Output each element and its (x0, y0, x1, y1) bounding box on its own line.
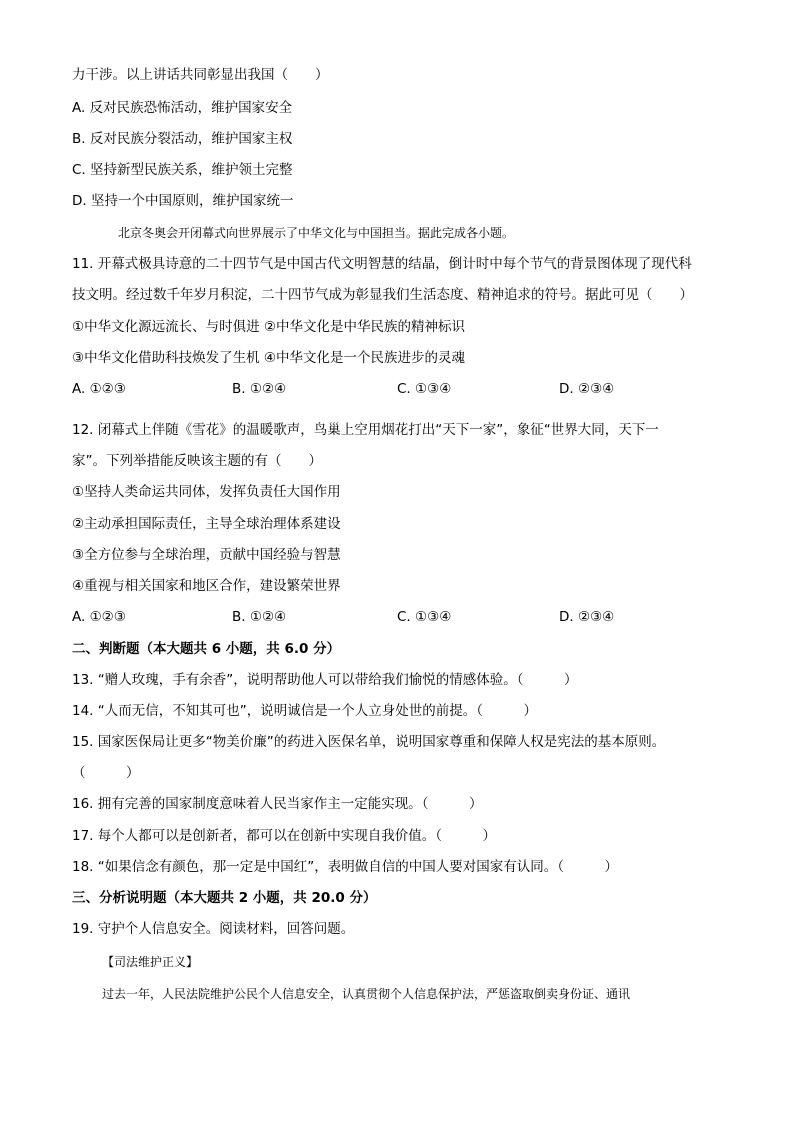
q12-statement-3: ③全方位参与全球治理，贡献中国经验与智慧 (72, 547, 341, 563)
q11-stem-2: 技文明。经过数千年岁月积淀，二十四节气成为彰显我们生活态度、精神追求的符号。据此可见（ ） (72, 287, 693, 303)
q11-option-d: D. ②③④ (559, 381, 615, 397)
q11-option-b: B. ①②④ (232, 381, 287, 397)
material-text: 过去一年，人民法院维护公民个人信息安全，认真贯彻个人信息保护法，严惩盗取倒卖身份证、通讯 (102, 987, 631, 1001)
q12-statement-1: ①坚持人类命运共同体，发挥负责任大国作用 (72, 484, 341, 500)
q10-option-b: B. 反对民族分裂活动，维护国家主权 (72, 131, 293, 147)
q11-statement-1: ①中华文化源远流长、与时俱进 ②中华文化是中华民族的精神标识 (72, 319, 465, 335)
q19-stem: 19. 守护个人信息安全。阅读材料，回答问题。 (72, 921, 355, 937)
q12-stem-2: 家”。下列举措能反映该主题的有（ ） (72, 453, 322, 469)
q12-statement-4: ④重视与相关国家和地区合作，建设繁荣世界 (72, 578, 341, 594)
q12-statement-2: ②主动承担国际责任，主导全球治理体系建设 (72, 516, 341, 532)
material-intro: 北京冬奥会开闭幕式向世界展示了中华文化与中国担当。据此完成各小题。 (118, 226, 515, 240)
q10-option-d: D. 坚持一个中国原则，维护国家统一 (72, 193, 294, 209)
q17: 17. 每个人都可以是创新者，都可以在创新中实现自我价值。（ ） (72, 828, 497, 844)
q11-option-a: A. ①②③ (72, 381, 126, 397)
q16: 16. 拥有完善的国家制度意味着人民当家作主一定能实现。（ ） (72, 796, 483, 812)
q10-option-c: C. 坚持新型民族关系，维护领土完整 (72, 162, 293, 178)
q15-answer-bracket: （ ） (72, 765, 140, 781)
section-3-heading: 三、分析说明题（本大题共 2 小题，共 20.0 分） (72, 890, 377, 906)
q10-stem-end: 力干涉。以上讲话共同彰显出我国（ ） (72, 67, 329, 83)
section-2-heading: 二、判断题（本大题共 6 小题，共 6.0 分） (72, 641, 341, 657)
q15: 15. 国家医保局让更多“物美价廉”的药进入医保名单，说明国家尊重和保障人权是宪法的基本原则。 (72, 734, 666, 750)
q12-stem-1: 12. 闭幕式上伴随《雪花》的温暖歌声，鸟巢上空用烟花打出“天下一家”，象征“世界大同，天下一 (72, 422, 659, 438)
q10-option-a: A. 反对民族恐怖活动，维护国家安全 (72, 100, 293, 116)
q12-option-c: C. ①③④ (397, 609, 452, 625)
material-heading: 【司法维护正义】 (102, 955, 199, 969)
q13: 13. “赠人玫瑰，手有余香”，说明帮助他人可以带给我们愉悦的情感体验。（ ） (72, 672, 578, 688)
q12-option-d: D. ②③④ (559, 609, 615, 625)
q12-option-b: B. ①②④ (232, 609, 287, 625)
q12-option-a: A. ①②③ (72, 609, 126, 625)
q11-stem-1: 11. 开幕式极具诗意的二十四节气是中国古代文明智慧的结晶，倒计时中每个节气的背景图体现了现代科 (72, 256, 692, 272)
q11-option-c: C. ①③④ (397, 381, 452, 397)
q18: 18. “如果信念有颜色，那一定是中国红”，表明做自信的中国人要对国家有认同。（ ） (72, 859, 618, 875)
q14: 14. “人而无信，不知其可也”，说明诚信是一个人立身处世的前提。（ ） (72, 703, 537, 719)
q11-statement-2: ③中华文化借助科技焕发了生机 ④中华文化是一个民族进步的灵魂 (72, 350, 465, 366)
